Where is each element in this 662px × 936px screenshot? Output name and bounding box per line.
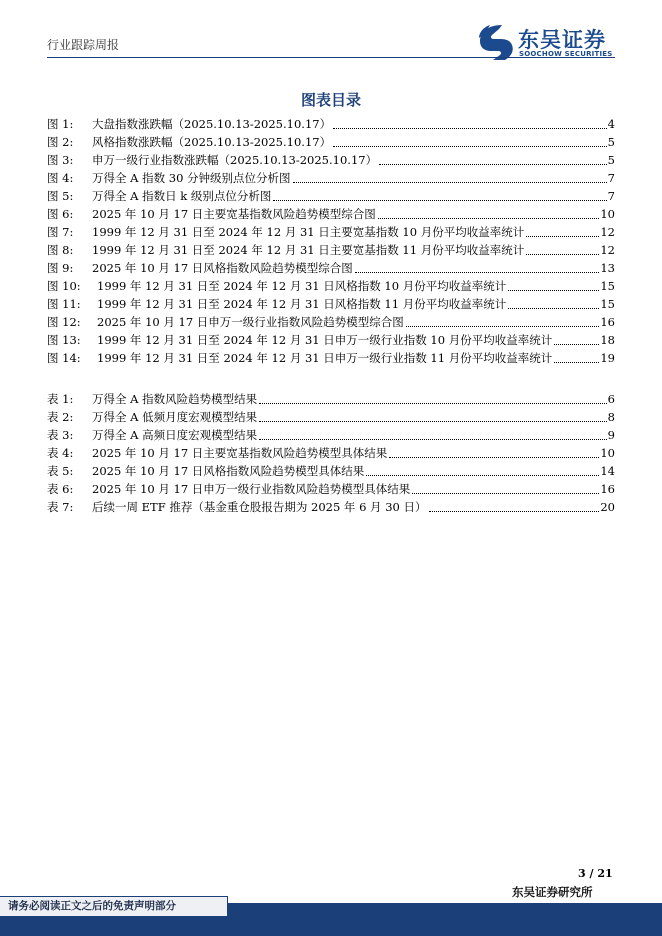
figure-title: 大盘指数涨跌幅（2025.10.13-2025.10.17） xyxy=(92,117,332,131)
figure-title: 风格指数涨跌幅（2025.10.13-2025.10.17） xyxy=(92,135,332,149)
figure-title: 1999 年 12 月 31 日至 2024 年 12 月 31 日风格指数 11 月份平均收益率统计 xyxy=(97,297,507,311)
figure-entry[interactable] xyxy=(47,205,615,223)
dot-leader xyxy=(526,236,599,237)
figure-entry[interactable] xyxy=(47,349,615,367)
table-label: 表 3: xyxy=(47,428,74,442)
figure-label: 图 10: xyxy=(47,279,81,293)
table-entry[interactable] xyxy=(47,390,615,408)
figure-page-number: 13 xyxy=(600,261,615,275)
figure-page-number: 12 xyxy=(600,225,615,239)
figure-entry[interactable] xyxy=(47,313,615,331)
figure-label: 图 9: xyxy=(47,261,74,275)
table-page-number: 14 xyxy=(600,464,615,478)
dot-leader xyxy=(554,362,599,363)
table-entry[interactable] xyxy=(47,444,615,462)
table-entry[interactable] xyxy=(47,426,615,444)
figure-title: 1999 年 12 月 31 日至 2024 年 12 月 31 日主要宽基指数 11 月份平均收益率统计 xyxy=(92,243,525,257)
table-title: 2025 年 10 月 17 日风格指数风险趋势模型具体结果 xyxy=(92,464,365,478)
figure-title: 1999 年 12 月 31 日至 2024 年 12 月 31 日申万一级行业指数 11 月份平均收益率统计 xyxy=(97,351,553,365)
figure-entry[interactable] xyxy=(47,277,615,295)
figure-title: 2025 年 10 月 17 日申万一级行业指数风险趋势模型综合图 xyxy=(97,315,404,329)
dot-leader xyxy=(273,200,606,201)
figure-entry[interactable] xyxy=(47,169,615,187)
figure-entry[interactable] xyxy=(47,187,615,205)
figure-title: 万得全 A 指数日 k 级别点位分析图 xyxy=(92,189,272,203)
table-entry[interactable] xyxy=(47,498,615,516)
figure-page-number: 19 xyxy=(600,351,615,365)
figure-entry[interactable] xyxy=(47,151,615,169)
table-page-number: 10 xyxy=(600,446,615,460)
dot-leader xyxy=(389,457,599,458)
figure-entry[interactable] xyxy=(47,133,615,151)
footer-brand: 东吴证券研究所 xyxy=(512,885,593,899)
figure-entry[interactable] xyxy=(47,295,615,313)
disclaimer-text: 请务必阅读正文之后的免责声明部分 xyxy=(8,900,176,912)
table-title: 万得全 A 低频月度宏观模型结果 xyxy=(92,410,258,424)
table-label: 表 1: xyxy=(47,392,74,406)
figure-label: 图 14: xyxy=(47,351,81,365)
figure-page-number: 15 xyxy=(600,279,615,293)
header-divider xyxy=(47,57,615,58)
figure-page-number: 10 xyxy=(600,207,615,221)
dot-leader xyxy=(259,403,607,404)
table-title: 2025 年 10 月 17 日主要宽基指数风险趋势模型具体结果 xyxy=(92,446,388,460)
table-page-number: 8 xyxy=(607,410,615,424)
figure-title: 万得全 A 指数 30 分钟级别点位分析图 xyxy=(92,171,291,185)
toc-title: 图表目录 xyxy=(300,91,361,109)
figure-title: 1999 年 12 月 31 日至 2024 年 12 月 31 日风格指数 10 月份平均收益率统计 xyxy=(97,279,507,293)
figure-entry[interactable] xyxy=(47,241,615,259)
figure-label: 图 6: xyxy=(47,207,74,221)
figure-entry[interactable] xyxy=(47,223,615,241)
table-title: 后续一周 ETF 推荐（基金重仓股报告期为 2025 年 6 月 30 日） xyxy=(92,500,427,514)
figure-label: 图 3: xyxy=(47,153,74,167)
figure-page-number: 4 xyxy=(607,117,615,131)
table-entry[interactable] xyxy=(47,408,615,426)
dot-leader xyxy=(378,218,600,219)
table-label: 表 7: xyxy=(47,500,74,514)
dot-leader xyxy=(333,128,607,129)
figure-title: 2025 年 10 月 17 日主要宽基指数风险趋势模型综合图 xyxy=(92,207,376,221)
figure-title: 1999 年 12 月 31 日至 2024 年 12 月 31 日申万一级行业指数 10 月份平均收益率统计 xyxy=(97,333,553,347)
disclaimer-box xyxy=(0,896,228,917)
figure-title: 申万一级行业指数涨跌幅（2025.10.13-2025.10.17） xyxy=(92,153,378,167)
figure-label: 图 13: xyxy=(47,333,81,347)
figure-label: 图 5: xyxy=(47,189,74,203)
dot-leader xyxy=(508,308,599,309)
dot-leader xyxy=(508,290,599,291)
figure-entry[interactable] xyxy=(47,259,615,277)
dot-leader xyxy=(379,164,607,165)
figure-page-number: 12 xyxy=(600,243,615,257)
dot-leader xyxy=(554,344,599,345)
dot-leader xyxy=(333,146,607,147)
figure-entry[interactable] xyxy=(47,331,615,349)
dot-leader xyxy=(355,272,600,273)
page-number: 3 / 21 xyxy=(578,867,613,880)
table-label: 表 5: xyxy=(47,464,74,478)
figure-page-number: 5 xyxy=(607,153,615,167)
dot-leader xyxy=(293,182,607,183)
figure-label: 图 7: xyxy=(47,225,74,239)
table-title: 万得全 A 指数风险趋势模型结果 xyxy=(92,392,258,406)
table-title: 2025 年 10 月 17 日申万一级行业指数风险趋势模型具体结果 xyxy=(92,482,411,496)
logo-text-cn: 东吴证券 xyxy=(518,28,606,52)
dot-leader xyxy=(366,475,599,476)
figure-label: 图 8: xyxy=(47,243,74,257)
dot-leader xyxy=(259,421,607,422)
figure-page-number: 7 xyxy=(607,171,615,185)
figure-list xyxy=(47,115,615,367)
figure-page-number: 7 xyxy=(607,189,615,203)
dot-leader xyxy=(412,493,599,494)
company-logo xyxy=(476,22,616,62)
table-label: 表 6: xyxy=(47,482,74,496)
figure-title: 2025 年 10 月 17 日风格指数风险趋势模型综合图 xyxy=(92,261,353,275)
table-entry[interactable] xyxy=(47,480,615,498)
soochow-logo-icon xyxy=(476,22,516,62)
table-page-number: 6 xyxy=(607,392,615,406)
figure-label: 图 1: xyxy=(47,117,74,131)
figure-page-number: 18 xyxy=(600,333,615,347)
report-type-label: 行业跟踪周报 xyxy=(47,38,120,52)
figure-label: 图 11: xyxy=(47,297,81,311)
figure-entry[interactable] xyxy=(47,115,615,133)
table-page-number: 9 xyxy=(607,428,615,442)
dot-leader xyxy=(429,511,600,512)
figure-page-number: 16 xyxy=(600,315,615,329)
figure-title: 1999 年 12 月 31 日至 2024 年 12 月 31 日主要宽基指数 10 月份平均收益率统计 xyxy=(92,225,525,239)
table-page-number: 16 xyxy=(600,482,615,496)
table-entry[interactable] xyxy=(47,462,615,480)
figure-label: 图 4: xyxy=(47,171,74,185)
figure-label: 图 12: xyxy=(47,315,81,329)
table-label: 表 2: xyxy=(47,410,74,424)
figure-page-number: 15 xyxy=(600,297,615,311)
table-title: 万得全 A 高频日度宏观模型结果 xyxy=(92,428,258,442)
table-label: 表 4: xyxy=(47,446,74,460)
figure-page-number: 5 xyxy=(607,135,615,149)
table-list xyxy=(47,390,615,516)
dot-leader xyxy=(526,254,599,255)
logo-text-en: SOOCHOW SECURITIES xyxy=(519,50,613,58)
figure-label: 图 2: xyxy=(47,135,74,149)
dot-leader xyxy=(259,439,607,440)
dot-leader xyxy=(406,326,600,327)
table-page-number: 20 xyxy=(600,500,615,514)
